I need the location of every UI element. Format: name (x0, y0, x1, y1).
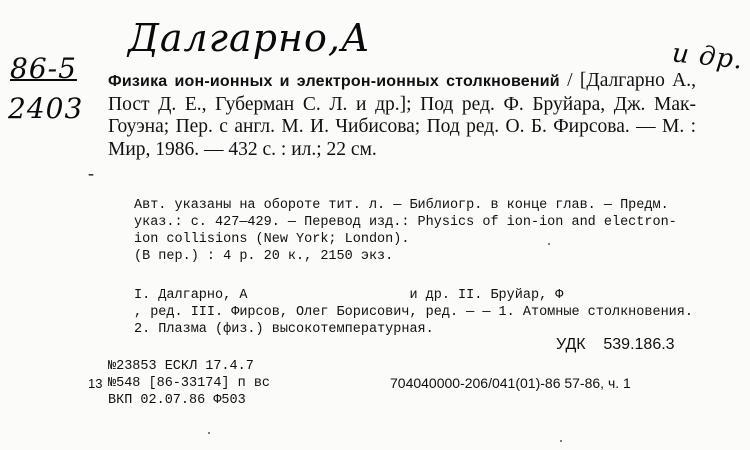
record-line-3: ВКП 02.07.86 Ф503 (108, 393, 246, 408)
main-description (108, 70, 696, 161)
notes-block (106, 197, 696, 265)
handwritten-author: Далгарно,А (128, 16, 371, 60)
tracings-text: I. Далгарно, А и др. II. Бруйар, Ф , ред. III. Фирсов, Олег Борисович, ред. — — 1. Атомные столкновения. 2. Плазма (физ.) высокотемпературная. (134, 288, 726, 337)
dust-speck (208, 432, 210, 434)
udk-code: УДК 539.186.3 (556, 336, 675, 353)
dust-speck (560, 440, 562, 442)
bottom-record-block (88, 358, 271, 409)
record-line-2: №548 [86-33174] п вс (108, 376, 271, 391)
library-code: 704040000-206/041(01)-86 57-86, ч. 1 (390, 375, 631, 391)
handwritten-et-al: и др. (670, 38, 745, 76)
tracings (106, 287, 726, 338)
notes-line: Авт. указаны на обороте тит. л. — Библиогр. в конце глав. — Предм. указ.: с. 427—429. — Перевод изд.: Physics of ion-ion and electron-ion collisions (New York; London). (134, 198, 677, 247)
card-number: 13 (88, 376, 103, 391)
record-line-1: №23853 ЕСКЛ 17.4.7 (108, 359, 254, 374)
stray-mark: - (88, 163, 94, 183)
book-title: Физика ион-ионных и электрон-ионных столкновений (108, 73, 560, 90)
handwritten-shelfmark-bottom: 2403 (8, 92, 84, 125)
dust-speck (548, 243, 550, 245)
responsibility-and-imprint: / [Далгарно А., Пост Д. Е., Губерман С. Л. и др.]; Под ред. Ф. Бруйара, Дж. Мак-Гоуэна; Пер. с англ. М. И. Чибисова; Под ред. О. Б. Фирсова. — М. : Мир, 1986. — 432 с. : ил.; 22 см. (108, 70, 697, 160)
handwritten-shelfmark-top: 86-5 (10, 52, 77, 85)
price-line: (В пер.) : 4 р. 20 к., 2150 экз. (134, 249, 394, 264)
